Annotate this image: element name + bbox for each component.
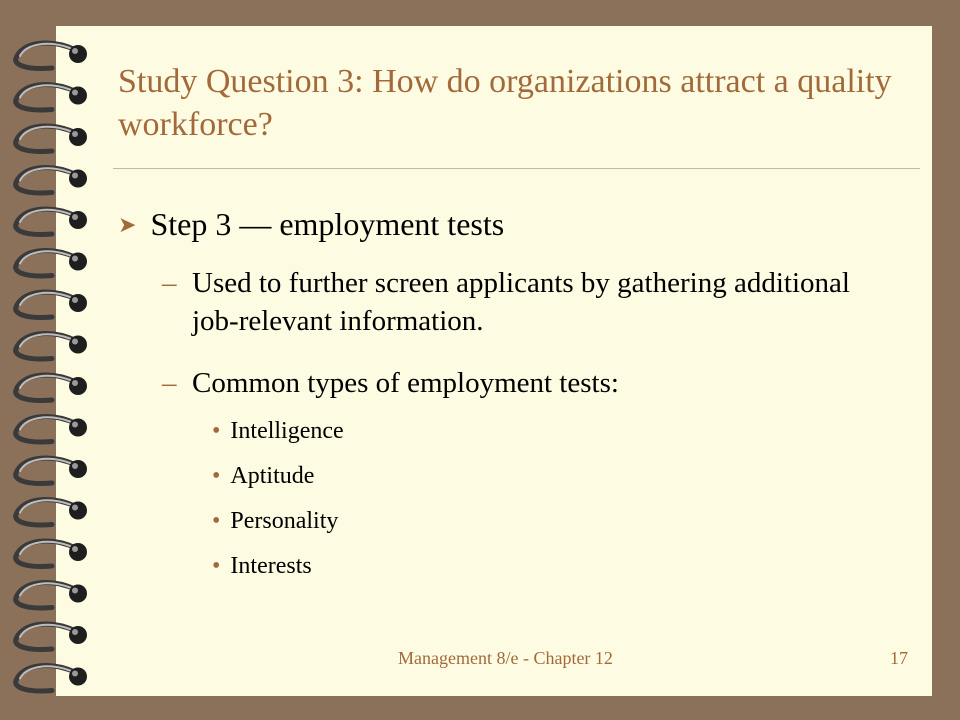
subpoint-types bbox=[162, 364, 902, 402]
dot-bullet-icon: • bbox=[212, 508, 221, 534]
test-type-label: Intelligence bbox=[230, 418, 344, 444]
dash-bullet-icon: – bbox=[162, 267, 177, 299]
test-type-item bbox=[212, 506, 338, 536]
subpoint-text: Used to further screen applicants by gathering additional job-relevant information. bbox=[192, 267, 850, 337]
page-number: 17 bbox=[890, 648, 908, 668]
bullet-step bbox=[118, 202, 504, 250]
test-type-label: Aptitude bbox=[230, 463, 315, 489]
arrow-bullet-icon: ➤ bbox=[118, 212, 137, 237]
test-type-label: Personality bbox=[230, 508, 339, 534]
test-type-item bbox=[212, 461, 314, 491]
step-text: Step 3 — employment tests bbox=[150, 206, 505, 242]
slide-title: Study Question 3: How do organizations attract a quality workforce? bbox=[118, 63, 892, 143]
footer-text: Management 8/e - Chapter 12 bbox=[398, 648, 613, 668]
subpoint-text: Common types of employment tests: bbox=[192, 367, 619, 399]
test-type-item bbox=[212, 551, 312, 581]
dot-bullet-icon: • bbox=[212, 418, 221, 444]
test-type-label: Interests bbox=[230, 553, 312, 579]
dot-bullet-icon: • bbox=[212, 463, 221, 489]
dot-bullet-icon: • bbox=[212, 553, 221, 579]
subpoint-purpose bbox=[162, 264, 902, 340]
dash-bullet-icon: – bbox=[162, 367, 177, 399]
title-divider bbox=[113, 168, 920, 169]
test-type-item bbox=[212, 416, 344, 446]
slide-footer bbox=[0, 648, 960, 672]
